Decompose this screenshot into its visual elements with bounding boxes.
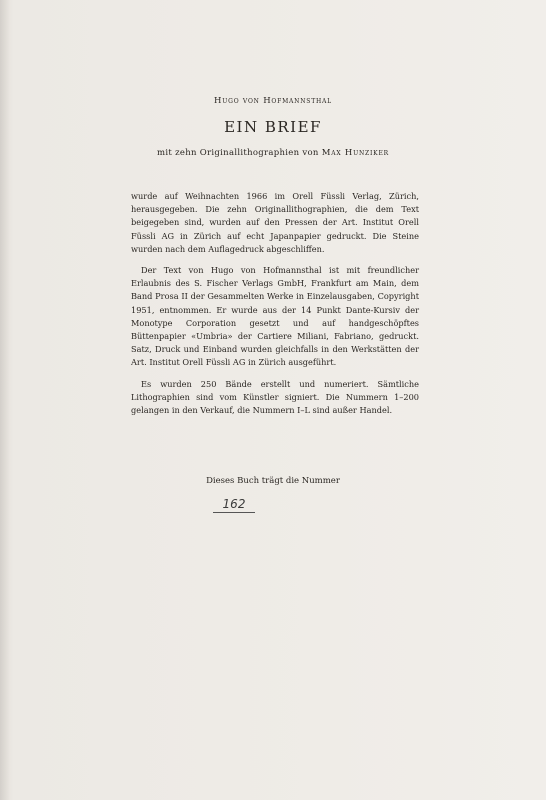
edition-number-label: Dieses Buch trägt die Nummer [206, 476, 340, 486]
author-name: Hugo von Hofmannsthal [214, 96, 332, 106]
book-subtitle [0, 148, 546, 158]
book-title: EIN BRIEF [224, 118, 322, 136]
artist-name: Max Hunziker [321, 148, 389, 158]
colophon-text [131, 190, 419, 425]
colophon-paragraph-2: Der Text von Hugo von Hofmannsthal ist mit freundlicher Erlaubnis des S. Fischer Verlags GmbH, Frankfurt am Main, dem Band Prosa II der Gesammelten Werke in Einzelausgaben, Copyright 1951, entnommen. Er wurde aus der 14 Punkt Dante-Kursiv der Monotype Corporation gesetzt und auf handgeschöpftes Büttenpapier «Umbria» der Cartiere Miliani, Fabriano, gedruckt. Satz, Druck und Einband wurden gleichfalls in den Werkstätten der Art. Institut Orell Füssli AG in Zürich ausgeführt. [131, 265, 419, 368]
edition-number: 162 [213, 496, 255, 513]
colophon-paragraph-3: Es wurden 250 Bände erstellt und numeriert. Sämtliche Lithographien sind vom Künstler signiert. Die Nummern 1–200 gelangen in den Verkauf, die Nummern I–L sind außer Handel. [131, 378, 419, 416]
colophon-paragraph-1: wurde auf Weihnachten 1966 im Orell Füssli Verlag, Zürich, herausgegeben. Die zehn Originallithographien, die dem Text beigegeben sind, wurden auf den Pressen der Art. Institut Orell Füssli AG in Zürich auf echt Japanpapier gedruckt. Die Steine wurden nach dem Auflagedruck abgeschliffen. [131, 191, 419, 254]
subtitle-prefix: mit zehn Originallithographien von [157, 148, 319, 158]
